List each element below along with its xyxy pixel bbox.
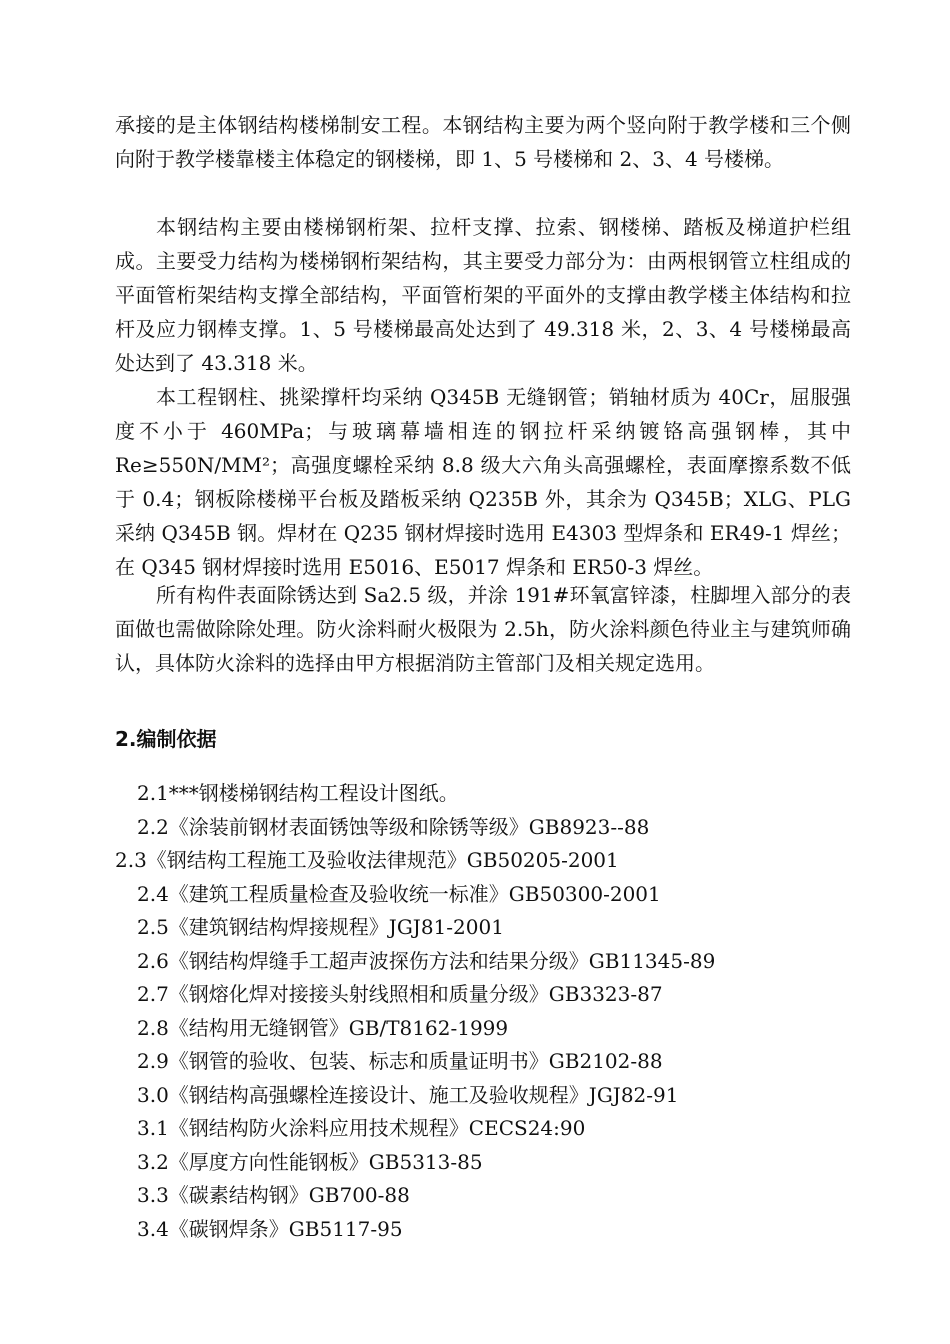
paragraph-structure-composition: 本钢结构主要由楼梯钢桁架、拉杆支撑、拉索、钢楼梯、踏板及梯道护栏组成。主要受力结构为楼梯钢桁架结构，其主要受力部分为：由两根钢管立柱组成的平面管桁架结构支撑全部结构，平面管桁架的平面外的支撑由教学楼主体结构和拉杆及应力钢棒支撑。1、5 号楼梯最高处达到了 49.318 米，2、3、4 号楼梯最高处达到了 43.318 米。 xyxy=(115,215,851,375)
reference-item: 3.3《碳素结构钢》GB700-88 xyxy=(137,1183,410,1207)
paragraph-materials: 本工程钢柱、挑梁撑杆均采纳 Q345B 无缝钢管；销轴材质为 40Cr，屈服强度不小于 460MPa；与玻璃幕墙相连的钢拉杆采纳镀铬高强钢棒，其中 Re≥550N/MM²；高强度螺栓采纳 8.8 级大六角头高强螺栓，表面摩擦系数不低于 0.4；钢板除楼梯平台板及踏板采纳 Q235B 外，其余为 Q345B；XLG、PLG 采纳 Q345B 钢。焊材在 Q235 钢材焊接时选用 E4303 型焊条和 ER49-1 焊丝；在 Q345 钢材焊接时选用 E5016、E5017 焊条和 ER50-3 焊丝。 xyxy=(115,385,851,579)
reference-item: 2.7《钢熔化焊对接接头射线照相和质量分级》GB3323-87 xyxy=(137,982,663,1006)
reference-item: 3.2《厚度方向性能钢板》GB5313-85 xyxy=(137,1150,483,1174)
reference-item: 3.1《钢结构防火涂料应用技术规程》CECS24:90 xyxy=(137,1116,586,1140)
section-heading: 2.编制依据 xyxy=(115,727,217,751)
reference-item: 2.9《钢管的验收、包装、标志和质量证明书》GB2102-88 xyxy=(137,1049,663,1073)
reference-item: 2.6《钢结构焊缝手工超声波探伤方法和结果分级》GB11345-89 xyxy=(137,949,716,973)
reference-item: 2.4《建筑工程质量检查及验收统一标准》GB50300-2001 xyxy=(137,882,661,906)
reference-item: 3.4《碳钢焊条》GB5117-95 xyxy=(137,1217,403,1241)
reference-item: 2.2《涂装前钢材表面锈蚀等级和除锈等级》GB8923--88 xyxy=(137,815,650,839)
reference-item: 2.5《建筑钢结构焊接规程》JGJ81-2001 xyxy=(137,915,504,939)
paragraph-coating: 所有构件表面除锈达到 Sa2.5 级，并涂 191#环氧富锌漆，柱脚埋入部分的表面做也需做除除处理。防火涂料耐火极限为 2.5h，防火涂料颜色待业主与建筑师确认，具体防火涂料的选择由甲方根据消防主管部门及相关规定选用。 xyxy=(115,583,851,675)
reference-item: 2.3《钢结构工程施工及验收法律规范》GB50205-2001 xyxy=(115,848,619,872)
reference-item: 2.1***钢楼梯钢结构工程设计图纸。 xyxy=(137,781,459,805)
reference-item: 2.8《结构用无缝钢管》GB/T8162-1999 xyxy=(137,1016,509,1040)
paragraph-overview-scope: 承接的是主体钢结构楼梯制安工程。本钢结构主要为两个竖向附于教学楼和三个侧向附于教学楼靠楼主体稳定的钢楼梯，即 1、5 号楼梯和 2、3、4 号楼梯。 xyxy=(115,113,851,171)
reference-item: 3.0《钢结构高强螺栓连接设计、施工及验收规程》JGJ82-91 xyxy=(137,1083,679,1107)
